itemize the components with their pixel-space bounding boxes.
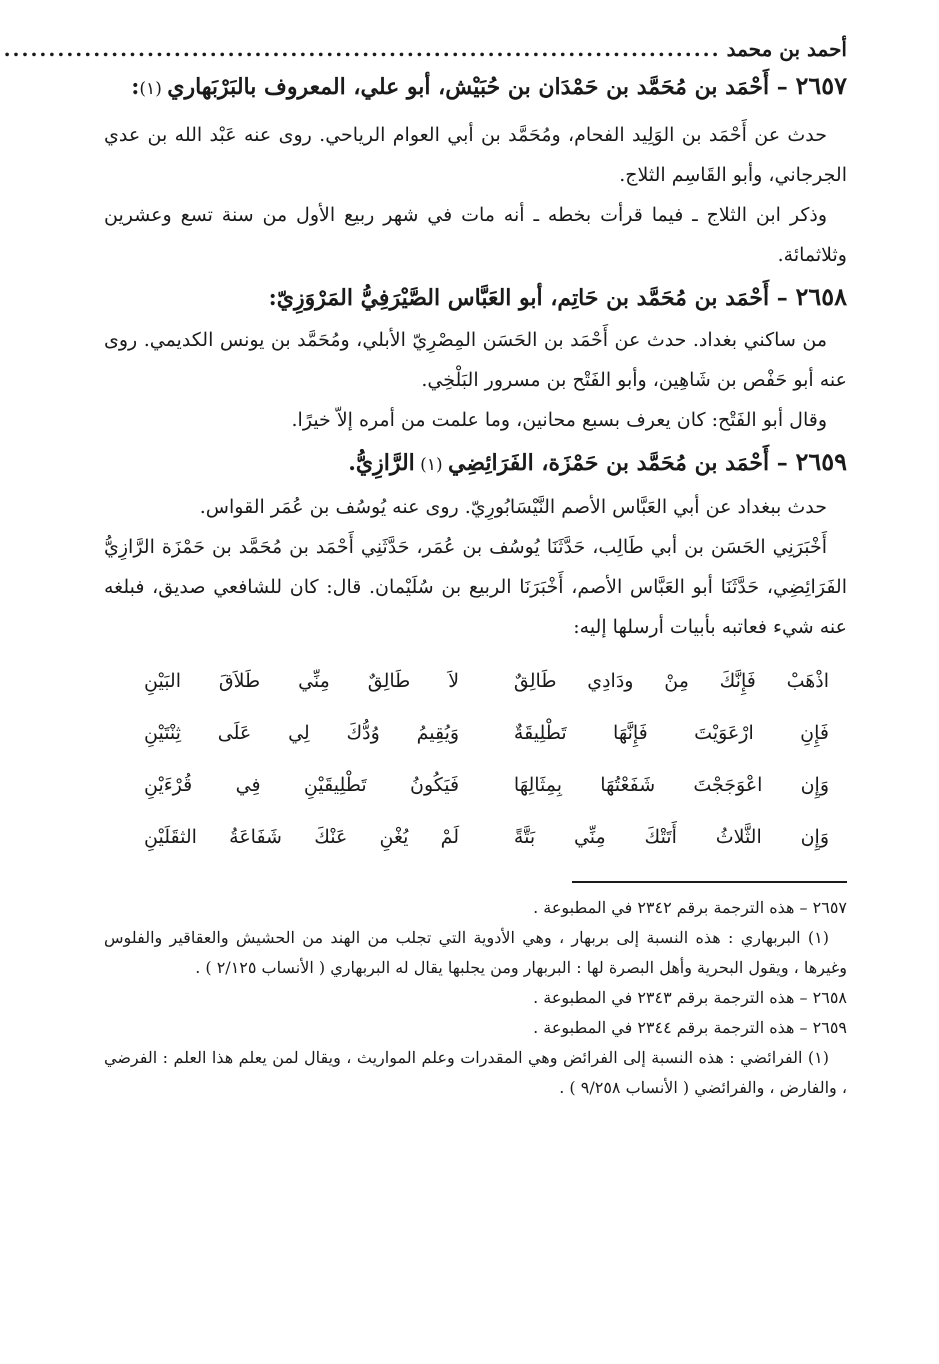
footnote-2659: ٢٦٥٩ – هذه الترجمة برقم ٢٣٤٤ في المطبوعة . [533, 1018, 847, 1037]
running-head [3, 34, 847, 64]
running-head-leader: ................................................................................ [3, 37, 721, 61]
running-head-title: أحمد بن محمد [726, 37, 847, 61]
verse-second-hemistich: وَيُقِيمُ وُدُّكَ لِي عَلَى ثِنْتَيْنِ [144, 722, 460, 744]
entry-2659-name: أَحْمَد بن مُحَمَّد بن حَمْزَة، الفَرَائِضِي [448, 450, 770, 476]
entry-2659-paragraph-2: أَخْبَرَنِي الحَسَن بن أبي طَالِب، حَدَّثَنَا يُوسُف بن عُمَر، حَدَّثَنِي أَحْمَد بن مُحَمَّد بن حَمْزَة الرَّازِيُّ الفَرَائِضِي، حَدَّثَنَا أبو العَبَّاس الأصم، أَخْبَرَنَا الربيع بن سُلَيْمان. قال: كان للشافعي صديق، فبلغه عنه شيء فعاتبه بأبيات أرسلها إليه: [104, 536, 847, 638]
footnote-2657: ٢٦٥٧ – هذه الترجمة برقم ٢٣٤٢ في المطبوعة . [533, 898, 847, 917]
footnote-separator [572, 881, 847, 883]
poem-verse [104, 707, 847, 759]
poem-verse [104, 759, 847, 811]
footnote-2658: ٢٦٥٨ – هذه الترجمة برقم ٢٣٤٣ في المطبوعة . [533, 988, 847, 1007]
footnote-2659-note-1: (١) الفرائضي : هذه النسبة إلى الفرائض وهي المقدرات وعلم المواريث ، ويقال لمن يعلم هذا العلم : الفرضي ، والفارض ، والفرائضي ( الأنساب ٩/٢٥٨ ) . [104, 1048, 847, 1097]
verse-first-hemistich: وَإِن الثَّلاثُ أَتَتْكَ مِنِّي بَتَّةً [513, 826, 829, 848]
entry-2657-heading-end: : [131, 74, 140, 100]
verse-first-hemistich: وَإِن اعْوَجَجْتَ شَفَعْتُهَا بِمِثَالِهَا [513, 774, 829, 796]
entry-2657-number: ٢٦٥٧ [795, 71, 847, 100]
verse-second-hemistich: فَيَكُونُ تَطْلِيقَيْنِ فِي قُرْءَيْنِ [144, 774, 460, 796]
entry-2659-heading-end: الرَّازِيُّ. [348, 450, 415, 476]
entry-2659-paragraph-1: حدث ببغداد عن أبي العَبَّاس الأصم النَّيْسَابُورِيّ. روى عنه يُوسُف بن عُمَر القواس. [199, 496, 827, 518]
entry-2657-paragraph-1: حدث عن أَحْمَد بن الوَلِيد الفحام، ومُحَمَّد بن أبي العوام الرياحي. روى عنه عَبْد الله بن عدي الجرجاني، وأبو القَاسِم الثلاج. [104, 124, 847, 186]
entry-2658-paragraph-2: وقال أبو الفَتْح: كان يعرف بسبع محانين، وما علمت من أمره إلاّ خيرًا. [291, 409, 827, 431]
entry-2657-paragraph-2: وذكر ابن الثلاج ـ فيما قرأت بخطه ـ أنه مات في شهر ربيع الأول من سنة تسع وعشرين وثلاثمائة. [104, 204, 847, 266]
entry-2659-note-ref: (١) [414, 455, 449, 475]
poem-verse [104, 655, 847, 707]
entry-2659-heading [104, 440, 847, 487]
verse-first-hemistich: فَإِنِ ارْعَوَيْتَ فَإِنَّهَا تَطْلِيقَةٌ [513, 722, 829, 744]
footnote-2657-note-1: (١) البربهاري : هذه النسبة إلى بربهار ، وهي الأدوية التي تجلب من الهند من الحشيش والعقاقير والفلوس وغيرها ، ويقول البحرية وأهل البصرة لها : البربهار ومن يجلبها يقال له البربهاري ( الأنساب ٢/١٢٥ ) . [104, 928, 847, 977]
entry-2657-heading [104, 64, 847, 111]
verse-second-hemistich: لاَ طَالِقٌ مِنِّي طَلاَقَ البَيْنِ [144, 670, 460, 692]
entry-2658-dash: – [769, 285, 796, 311]
poem-verse [104, 811, 847, 863]
entry-2658-number: ٢٦٥٨ [795, 282, 847, 311]
entry-2659-dash: – [769, 450, 796, 476]
entry-2657-note-ref: (١) [139, 79, 168, 99]
entry-2657-name: أَحْمَد بن مُحَمَّد بن حَمْدَان بن حُبَيْش، أبو علي، المعروف بالبَرْبَهاري [167, 74, 770, 100]
entry-2658-paragraph-1: من ساكني بغداد. حدث عن أَحْمَد بن الحَسَن المِصْرِيّ الأبلي، ومُحَمَّد بن يونس الكديمي. روى عنه أبو حَفْص بن شَاهِين، وأبو الفَتْح بن مسرور البَلْخِي. [104, 329, 847, 391]
entry-2658-name: أَحْمَد بن مُحَمَّد بن حَاتِم، أبو العَبَّاس الصَّيْرَفِيُّ المَرْوَزِيّ: [268, 285, 770, 311]
poem [104, 655, 847, 863]
entry-2657-dash: – [769, 74, 796, 100]
entry-2659-number: ٢٦٥٩ [795, 447, 847, 476]
verse-first-hemistich: اذْهَبْ فَإِنَّكَ مِنْ ودَادِي طَالِقٌ [513, 670, 829, 692]
entry-2658-heading [104, 275, 847, 320]
verse-second-hemistich: لَمْ يُغْنِ عَنْكَ شَفَاعَةُ الثقَلَيْنِ [144, 826, 460, 848]
